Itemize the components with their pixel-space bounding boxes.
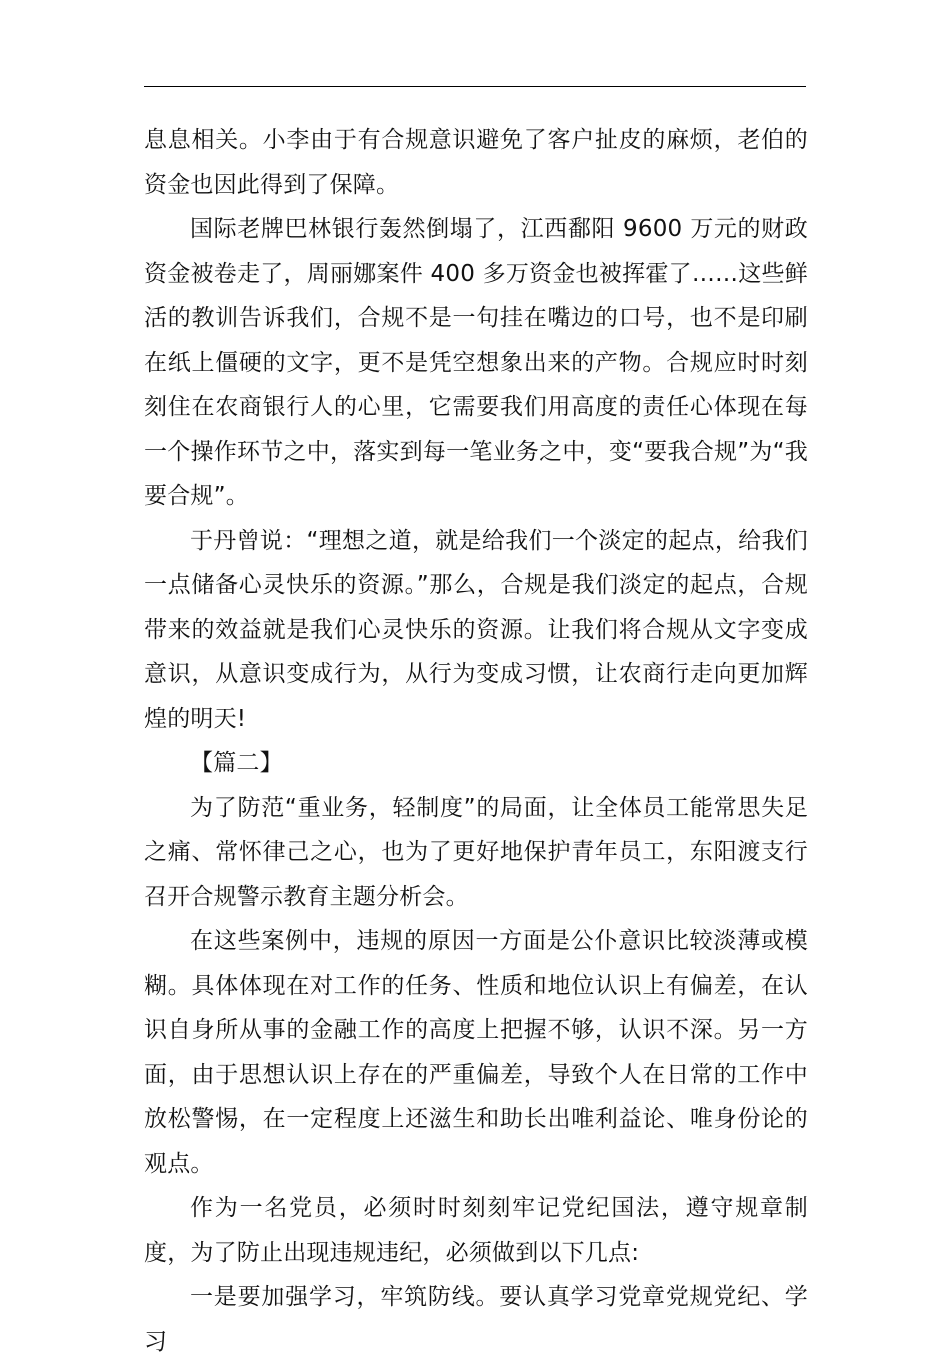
document-body <box>144 118 808 1364</box>
paragraph-violation-causes: 在这些案例中，违规的原因一方面是公仆意识比较淡薄或模糊。具体体现在对工作的任务、性质和地位认识上有偏差，在认识自身所从事的金融工作的高度上把握不够，认识不深。另一方面，由于思想认识上存在的严重偏差，导致个人在日常的工作中放松警惕，在一定程度上还滋生和助长出唯利益论、唯身份论的观点。 <box>144 928 808 1177</box>
paragraph-continuation: 息息相关。小李由于有合规意识避免了客户扯皮的麻烦，老伯的资金也因此得到了保障。 <box>144 127 808 198</box>
paragraph-point-one: 一是要加强学习，牢筑防线。要认真学习党章党规党纪、学习 <box>144 1284 808 1355</box>
header-rule <box>144 86 806 87</box>
paragraph-party-member: 作为一名党员，必须时时刻刻牢记党纪国法，遵守规章制度，为了防止出现违规违纪，必须做到以下几点: <box>144 1195 808 1266</box>
paragraph-meeting-intro: 为了防范“重业务，轻制度”的局面，让全体员工能常思失足之痛、常怀律己之心，也为了更好地保护青年员工，东阳渡支行召开合规警示教育主题分析会。 <box>144 794 808 910</box>
paragraph-yu-dan-quote: 于丹曾说：“理想之道，就是给我们一个淡定的起点，给我们一点储备心灵快乐的资源。”那么，合规是我们淡定的起点，合规带来的效益就是我们心灵快乐的资源。让我们将合规从文字变成意识，从意识变成行为，从行为变成习惯，让农商行走向更加辉煌的明天! <box>144 527 808 732</box>
section-heading: 【篇二】 <box>190 750 283 776</box>
paragraph-barings-lesson: 国际老牌巴林银行轰然倒塌了，江西鄱阳 9600 万元的财政资金被卷走了，周丽娜案件 400 多万资金也被挥霍了……这些鲜活的教训告诉我们，合规不是一句挂在嘴边的口号，也不是印刷在纸上僵硬的文字，更不是凭空想象出来的产物。合规应时时刻刻住在农商银行人的心里，它需要我们用高度的责任心体现在每一个操作环节之中，落实到每一笔业务之中，变“要我合规”为“我要合规”。 <box>144 216 808 509</box>
